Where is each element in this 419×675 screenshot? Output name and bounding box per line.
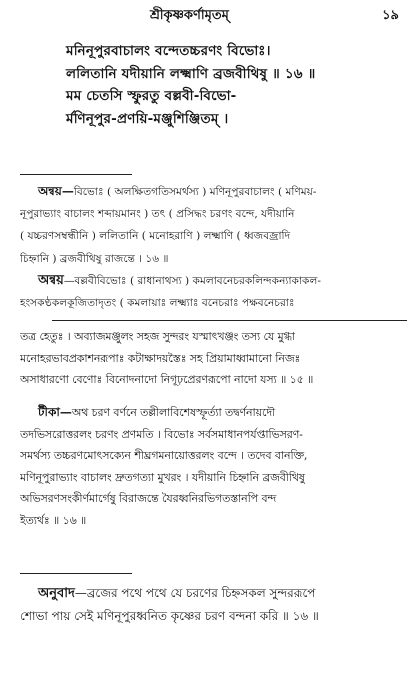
tika-line-1 bbox=[20, 402, 405, 424]
anvaya-block bbox=[20, 180, 405, 270]
verse-line-3: মম চেতসি স্ফুরতু বল্লবী-বিভো- bbox=[66, 88, 237, 104]
section-divider-3 bbox=[20, 573, 132, 574]
verse-line-4: র্মণিনূপুর-প্রণয়ি-মঞ্জুশিঞ্জিতম্ । bbox=[66, 110, 229, 127]
anubad-line-2: শোভা পায় সেই মণিনূপুরধ্বনিত কৃষ্ণের চরণ বন্দনা করি ॥ ১৬ ॥ bbox=[20, 609, 319, 623]
anvaya-line-3: ( যচ্চরণসম্বন্ধীনি ) ললিতানি ( মনোহরাণি ) লক্ষ্মাণি ( ধ্বজবজ্রাদি bbox=[20, 230, 291, 243]
running-title: শ্রীকৃষ্ণকর্ণামৃতম্ bbox=[150, 8, 229, 23]
anvaya2-text-1: —বল্লবীবিভোঃ ( রাধানাথস্য ) কমলাবনেচরকলিন্দকন্যাকাকল- bbox=[63, 275, 321, 287]
tika-line-4: মণিনূপুরাভ্যাং বাচালং দ্রুতগত্যা মুখরং । যদীয়ানি চিহ্নানি ব্রজবীথিষু bbox=[20, 470, 305, 484]
tika-line-3: সমর্থস্য তচ্চরণমোৎসক্যেন শীঘ্রগমনায়োত্তরলং বন্দে । তদেব বানক্তি, bbox=[20, 449, 308, 463]
prev-commentary-line-2: মনোহরভাবপ্রকাশনরূপাঃ কটাক্ষাদয়স্তৈঃ সহ প্রিয়ামাধ্বামানো নিজঃ bbox=[20, 351, 301, 365]
prev-commentary-line-3: অসাধারণো বেণোঃ বিনোদনাদো নিগূঢ়প্রেরণরূপো নাদো যস্য ॥ ১৫ ॥ bbox=[20, 373, 314, 387]
verse-block bbox=[66, 40, 411, 130]
anvaya-text-1: বিভোঃ ( অলক্ষিতগতিসমর্থস্য ) মণিনূপুরবাচালং ( মণিময়- bbox=[73, 186, 317, 198]
tika-block bbox=[20, 402, 405, 532]
verse-line-2: ললিতানি যদীয়ানি লক্ষ্মাণি ব্রজবীথিষু ॥ ১৬ ॥ bbox=[66, 65, 316, 82]
tika-line-5: অভিসরণসংকীর্ণমার্গেষু বিরাজন্তে যৈরধ্বনিরভিগতস্তানপি বন্দ bbox=[20, 492, 277, 506]
page-header bbox=[0, 6, 419, 28]
page-number: ১৯ bbox=[382, 8, 399, 23]
anvaya-line-2: নূপুরাভ্যাং বাচালং শব্দায়মানং ) তৎ ( প্রসিদ্ধং চরণং বন্দে, যদীয়ানি bbox=[20, 208, 295, 221]
anvaya2-line-2: হংসকণ্ঠকলকূজিতাদৃতং ( কমলায়াঃ লক্ষ্ম্যাঃ বনেচরাঃ পক্ষবনেচরাঃ bbox=[20, 297, 295, 310]
prev-commentary-line-1: তত্র হেতুঃ । অব্যাজমঞ্জুলং সহজ সুন্দরং যস্মাৎখঞ্জং তস্য যে মুগ্ধা bbox=[20, 330, 295, 343]
verse-line-1: মনিনূপুরবাচালং বন্দেতচ্চরণং বিভোঃ। bbox=[66, 43, 271, 59]
anvaya-line-1 bbox=[20, 180, 405, 203]
section-divider-2 bbox=[52, 320, 407, 321]
anubad-text-1: —ব্রজের পথে পথে যে চরণের চিহ্নসকল সুন্দররূপে bbox=[74, 586, 316, 600]
anvaya2-lead: অন্বয় bbox=[38, 273, 64, 288]
anvaya2-line-1 bbox=[20, 270, 405, 292]
anvaya2-block bbox=[20, 270, 405, 314]
tika-line-2: তদভিসরোত্তরলং চরণং প্রণমতি । বিভোঃ সর্বসমাধানপর্যপ্তাভিসরণ- bbox=[20, 427, 303, 441]
anubad-line-1 bbox=[20, 582, 405, 605]
section-divider-1 bbox=[20, 174, 132, 175]
tika-text-1: অথ চরণ বর্ণনে তল্লীলাবিশেষস্ফূর্ত্যা তদ্বর্ণনায়দৌ bbox=[71, 406, 276, 419]
anubad-block bbox=[20, 582, 405, 627]
tika-lead: টীকা— bbox=[38, 405, 72, 419]
prev-commentary-block bbox=[20, 326, 405, 391]
anubad-lead: অনুবাদ bbox=[38, 586, 75, 601]
tika-line-6: ইত্যর্থঃ ॥ ১৬ ॥ bbox=[20, 513, 87, 527]
anvaya-lead: অন্বয়— bbox=[38, 184, 74, 198]
anvaya-line-4: চিহ্নানি ) ব্রজবীথিষু রাজন্তে । ১৬ ॥ bbox=[20, 252, 169, 265]
